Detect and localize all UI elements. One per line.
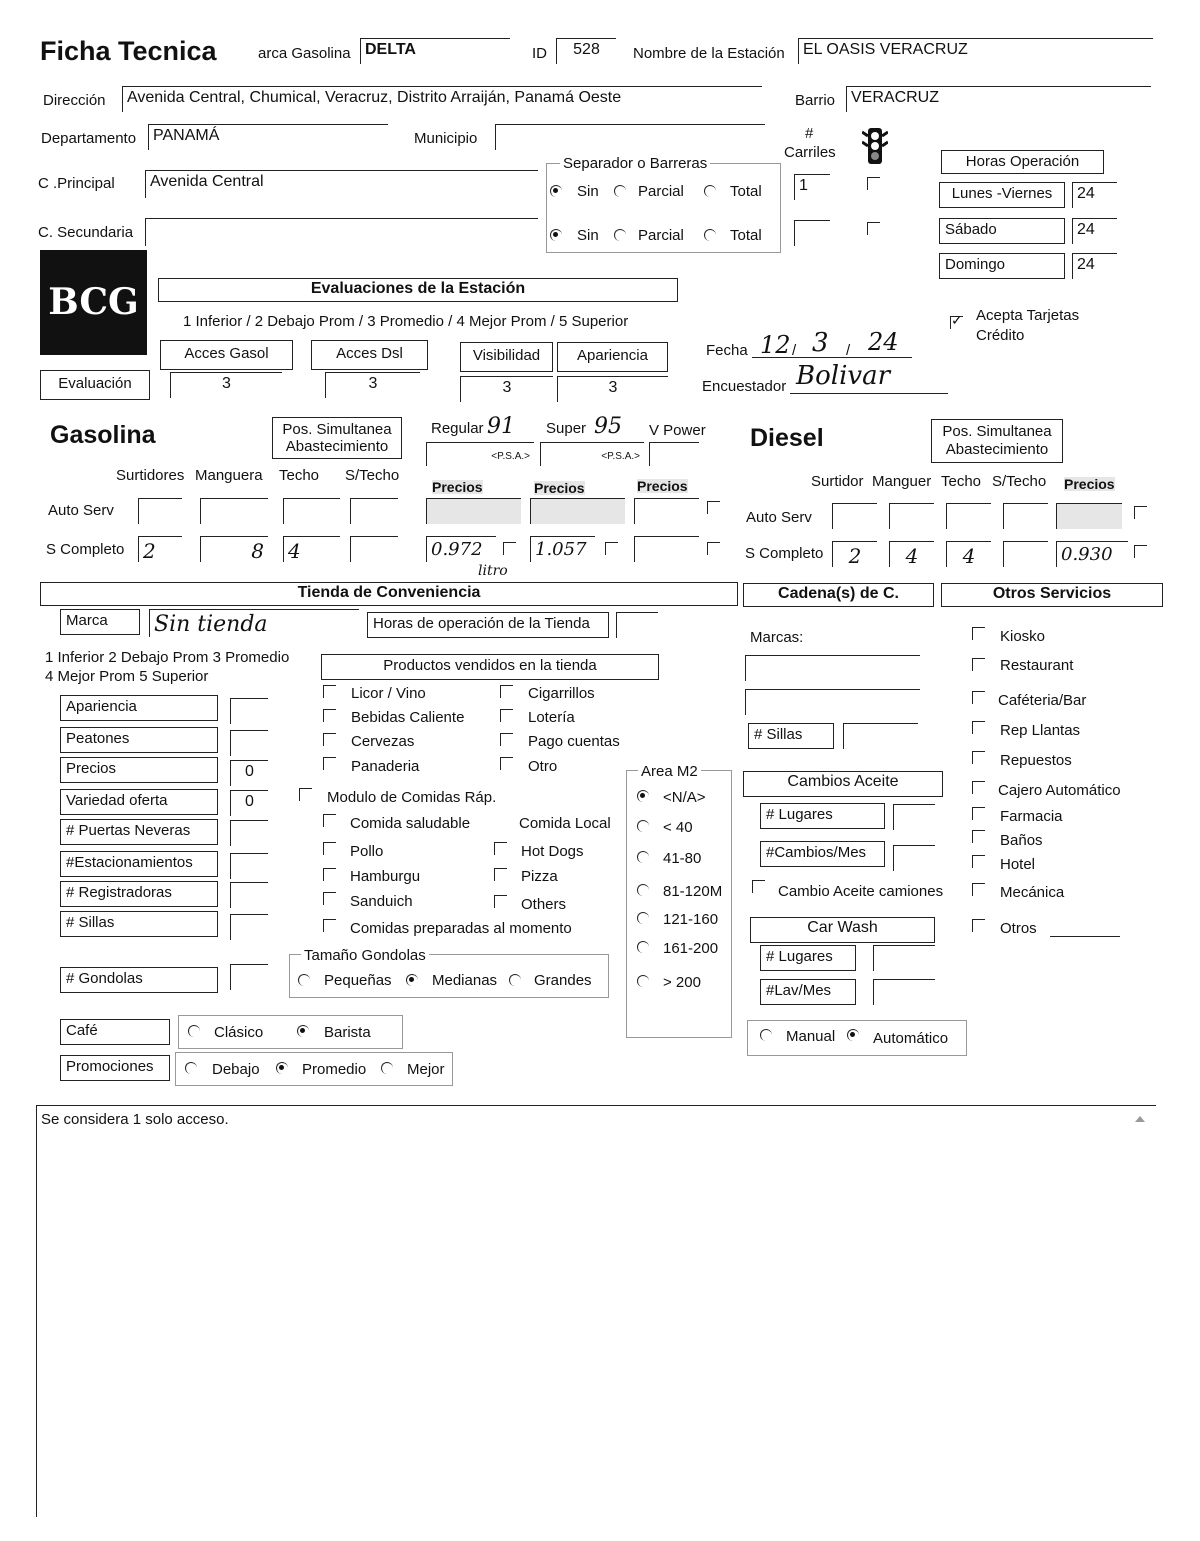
diesel-pos-text: Pos. Simultanea xyxy=(942,423,1052,440)
municipio-field[interactable] xyxy=(495,124,765,150)
direccion-field[interactable]: Avenida Central, Chumical, Veracruz, Distrito Arraiján, Panamá Oeste xyxy=(122,86,762,112)
area-radio-41-80[interactable] xyxy=(637,851,649,863)
visibilidad-label: Visibilidad xyxy=(460,342,553,372)
manual-radio[interactable] xyxy=(760,1029,772,1041)
dsl-auto-mang-field[interactable] xyxy=(889,503,934,529)
vpower-precios-header: Precios xyxy=(637,478,688,494)
dsl-sc-check[interactable] xyxy=(1134,545,1147,558)
mejor-label: Mejor xyxy=(407,1061,445,1078)
mecanica-label: Mecánica xyxy=(1000,884,1065,901)
promedio-radio[interactable] xyxy=(276,1062,288,1074)
tienda-row-puertas: # Puertas Neveras xyxy=(60,819,218,845)
dsl-sc-techo-field[interactable]: 4 xyxy=(946,541,991,567)
clasico-label: Clásico xyxy=(214,1024,264,1041)
sanduich-checkbox[interactable] xyxy=(323,892,336,905)
tienda-row-precios: Precios xyxy=(60,757,218,783)
acepta-tarjetas-label: Acepta Tarjetas xyxy=(976,307,1080,324)
pizza-label: Pizza xyxy=(521,868,558,885)
domingo-field[interactable]: 24 xyxy=(1072,253,1117,279)
tienda-apariencia-field[interactable] xyxy=(230,698,268,724)
modulo-comidas-label: Modulo de Comidas Ráp. xyxy=(327,789,497,806)
carwash-lav-field[interactable] xyxy=(873,979,935,1005)
otros-servicios-title: Otros Servicios xyxy=(941,583,1163,607)
page-title: Ficha Tecnica xyxy=(40,36,217,66)
rep-llantas-checkbox[interactable] xyxy=(972,721,985,734)
vpower-psa-field xyxy=(649,442,699,466)
mejor-radio[interactable] xyxy=(381,1062,393,1074)
sabado-label: Sábado xyxy=(939,218,1065,244)
gas-col-surtidores: Surtidores xyxy=(116,467,185,484)
banos-label: Baños xyxy=(1000,832,1043,849)
debajo-radio[interactable] xyxy=(185,1062,197,1074)
dsl-sc-surt-field[interactable]: 2 xyxy=(832,541,877,567)
fecha-anio[interactable]: 24 xyxy=(868,328,899,356)
farmacia-label: Farmacia xyxy=(1000,808,1063,825)
panaderia-checkbox[interactable] xyxy=(323,757,336,770)
hotdogs-checkbox[interactable] xyxy=(494,842,507,855)
dsl-auto-serv-label: Auto Serv xyxy=(746,509,812,526)
tienda-row-estacionamientos: #Estacionamientos xyxy=(60,851,218,877)
others-checkbox[interactable] xyxy=(494,895,507,908)
gas-sc-super-price[interactable]: 1.057 xyxy=(530,536,595,562)
super-psa-text: <P.S.A.> xyxy=(601,451,640,462)
cambios-mes-label: #Cambios/Mes xyxy=(760,841,885,867)
vpower-label: V Power xyxy=(649,422,706,439)
fecha-underline xyxy=(752,357,912,358)
pollo-label: Pollo xyxy=(350,843,384,860)
semaforo-checkbox-1[interactable] xyxy=(867,177,880,190)
hotel-label: Hotel xyxy=(1000,856,1036,873)
gas-sc-super-check[interactable] xyxy=(605,542,618,555)
encuestador-label: Encuestador xyxy=(702,378,787,395)
pago-cuentas-checkbox[interactable] xyxy=(500,733,513,746)
gondolas-title: Tamaño Gondolas xyxy=(301,948,429,963)
traffic-light-icon xyxy=(862,126,884,166)
restaurant-checkbox[interactable] xyxy=(972,658,985,671)
preparadas-label: Comidas preparadas al momento xyxy=(350,920,572,937)
acces-dsl-label: Acces Dsl xyxy=(311,340,428,370)
gas-auto-stecho-field[interactable] xyxy=(350,498,398,524)
tienda-sillas-field[interactable] xyxy=(230,914,268,940)
kiosko-label: Kiosko xyxy=(1000,628,1046,645)
otros-checkbox[interactable] xyxy=(972,919,985,932)
cafeteria-label: Caféteria/Bar xyxy=(998,692,1087,709)
cadena-marcas-label: Marcas: xyxy=(750,629,804,646)
separador-total-radio-1[interactable] xyxy=(704,185,716,197)
carriles-field-2[interactable] xyxy=(794,220,830,246)
evaluaciones-title: Evaluaciones de la Estación xyxy=(158,278,678,302)
evaluaciones-scale: 1 Inferior / 2 Debajo Prom / 3 Promedio / 4 Mejor Prom / 5 Superior xyxy=(183,313,629,330)
gas-sc-techo-field[interactable]: 4 xyxy=(283,536,340,562)
cambios-aceite-title: Cambios Aceite xyxy=(743,771,943,797)
gasolina-abast-text: Abastecimiento xyxy=(285,438,389,455)
modulo-comidas-checkbox[interactable] xyxy=(299,788,312,801)
cambios-lugares-field[interactable] xyxy=(893,804,935,830)
bebidas-label: Bebidas Caliente xyxy=(351,709,465,726)
licor-checkbox[interactable] xyxy=(323,685,336,698)
calle-principal-field[interactable]: Avenida Central xyxy=(145,170,538,198)
tienda-peatones-field[interactable] xyxy=(230,730,268,756)
scroll-up-icon[interactable] xyxy=(1135,1116,1145,1122)
diesel-pos-simultanea xyxy=(931,419,1063,463)
others-label: Others xyxy=(521,896,567,913)
mecanica-checkbox[interactable] xyxy=(972,883,985,896)
regular-octane: 91 xyxy=(487,414,515,439)
id-field[interactable]: 528 xyxy=(556,38,616,64)
eval-apariencia-field[interactable]: 3 xyxy=(557,376,668,402)
farmacia-checkbox[interactable] xyxy=(972,807,985,820)
cadena-sillas-label: # Sillas xyxy=(748,723,834,749)
tienda-row-sillas: # Sillas xyxy=(60,911,218,937)
regular-psa-field xyxy=(426,442,534,466)
tienda-row-registradoras: # Registradoras xyxy=(60,881,218,907)
gas-sc-vpower-price[interactable] xyxy=(634,536,699,562)
hotdogs-label: Hot Dogs xyxy=(521,843,584,860)
gas-sc-vpower-check[interactable] xyxy=(707,542,720,555)
cervezas-checkbox[interactable] xyxy=(323,733,336,746)
manual-label: Manual xyxy=(786,1028,836,1045)
area-label-121-160: 121-160 xyxy=(663,911,719,928)
litro-note: litro xyxy=(478,563,508,579)
super-precios-header: Precios xyxy=(534,480,585,496)
tienda-variedad-field[interactable]: 0 xyxy=(230,790,268,816)
carriles-label: Carriles xyxy=(784,144,836,161)
pequenas-radio[interactable] xyxy=(298,974,310,986)
carwash-lav-label: #Lav/Mes xyxy=(760,979,856,1005)
acepta-tarjetas-checkbox[interactable] xyxy=(950,316,963,329)
camiones-label: Cambio Aceite camiones xyxy=(778,883,944,900)
dsl-auto-check[interactable] xyxy=(1134,506,1147,519)
gas-auto-mang-field[interactable] xyxy=(200,498,268,524)
medianas-radio[interactable] xyxy=(406,974,418,986)
gasolina-title: Gasolina xyxy=(50,421,156,449)
gas-sc-stecho-field[interactable] xyxy=(350,536,398,562)
loteria-label: Lotería xyxy=(528,709,575,726)
tienda-registradoras-field[interactable] xyxy=(230,882,268,908)
lunes-viernes-label: Lunes -Viernes xyxy=(939,182,1065,208)
bcg-logo: BCG xyxy=(40,250,147,355)
productos-title: Productos vendidos en la tienda xyxy=(321,654,659,680)
gas-auto-regular-price[interactable] xyxy=(426,498,521,524)
gas-col-techo: Techo xyxy=(279,467,320,484)
separador-total-radio-2[interactable] xyxy=(704,229,716,241)
semaforo-checkbox-2[interactable] xyxy=(867,222,880,235)
super-octane: 95 xyxy=(594,414,622,439)
rep-llantas-label: Rep Llantas xyxy=(1000,722,1081,739)
saludable-label: Comida saludable xyxy=(350,815,471,832)
hamburgu-label: Hamburgu xyxy=(350,868,421,885)
carriles-field-1[interactable]: 1 xyxy=(794,174,830,200)
kiosko-checkbox[interactable] xyxy=(972,627,985,640)
automatico-label: Automático xyxy=(873,1030,949,1047)
tienda-row-peatones: Peatones xyxy=(60,727,218,753)
licor-label: Licor / Vino xyxy=(351,685,426,702)
grandes-radio[interactable] xyxy=(509,974,521,986)
encuestador-value[interactable]: Bolivar xyxy=(796,361,891,391)
super-psa-field xyxy=(540,442,644,466)
dsl-sc-mang-field[interactable]: 4 xyxy=(889,541,934,567)
area-radio-lt40[interactable] xyxy=(637,820,649,832)
comentarios-text: Se considera 1 solo acceso. xyxy=(41,1111,229,1128)
gas-col-stecho: S/Techo xyxy=(345,467,400,484)
tienda-row-apariencia: Apariencia xyxy=(60,695,218,721)
otros-label: Otros xyxy=(1000,920,1037,937)
panaderia-label: Panaderia xyxy=(351,758,420,775)
barrio-label: Barrio xyxy=(795,92,836,109)
lunes-viernes-field[interactable]: 24 xyxy=(1072,182,1117,208)
tienda-horas-field[interactable] xyxy=(616,612,658,638)
preparadas-checkbox[interactable] xyxy=(323,919,336,932)
tienda-row-gondolas: # Gondolas xyxy=(60,967,218,993)
barrio-field[interactable]: VERACRUZ xyxy=(846,86,1151,112)
cadena-marca-field-2[interactable] xyxy=(745,689,920,715)
regular-precios-header: Precios xyxy=(432,479,483,495)
eval-visibilidad-field[interactable]: 3 xyxy=(460,376,553,402)
eval-acces-dsl-field[interactable]: 3 xyxy=(325,372,420,398)
carwash-title: Car Wash xyxy=(750,917,935,943)
cambios-lugares-label: # Lugares xyxy=(760,803,885,829)
super-label: Super xyxy=(546,420,587,437)
area-radio-gt200[interactable] xyxy=(637,975,649,987)
departamento-field[interactable]: PANAMÁ xyxy=(148,124,388,150)
restaurant-label: Restaurant xyxy=(1000,657,1074,674)
dsl-auto-price[interactable] xyxy=(1056,503,1122,529)
area-radio-na[interactable] xyxy=(637,790,649,802)
separador-title: Separador o Barreras xyxy=(560,156,710,171)
saludable-checkbox[interactable] xyxy=(323,814,336,827)
gas-sc-regular-price[interactable]: 0.972 xyxy=(426,536,496,562)
gas-auto-serv-label: Auto Serv xyxy=(48,502,114,519)
id-label: ID xyxy=(532,45,547,62)
comida-local-label: Comida Local xyxy=(519,815,611,832)
gas-col-manguera: Manguera xyxy=(195,467,263,484)
departamento-label: Departamento xyxy=(41,130,137,147)
cadena-marca-field-1[interactable] xyxy=(745,655,920,681)
repuestos-checkbox[interactable] xyxy=(972,751,985,764)
separador-sin-label-1: Sin xyxy=(577,183,599,200)
carwash-lugares-label: # Lugares xyxy=(760,945,856,971)
area-label-81-120: 81-120M xyxy=(663,883,723,900)
dsl-col-precios: Precios xyxy=(1064,476,1115,492)
promociones-label: Promociones xyxy=(60,1055,170,1081)
horas-operacion-title: Horas Operación xyxy=(941,150,1104,174)
otro-label: Otro xyxy=(528,758,558,775)
fecha-mes[interactable]: 3 xyxy=(812,328,829,358)
dsl-s-completo-label: S Completo xyxy=(745,545,824,562)
gas-sc-regular-check[interactable] xyxy=(503,542,516,555)
cervezas-label: Cervezas xyxy=(351,733,415,750)
regular-label: Regular xyxy=(431,420,484,437)
area-label-41-80: 41-80 xyxy=(663,850,702,867)
automatico-radio[interactable] xyxy=(847,1029,859,1041)
gas-sc-mang-field[interactable]: 8 xyxy=(200,536,268,562)
evaluacion-label: Evaluación xyxy=(40,370,150,400)
domingo-label: Domingo xyxy=(939,253,1065,279)
gas-auto-techo-field[interactable] xyxy=(283,498,340,524)
repuestos-label: Repuestos xyxy=(1000,752,1072,769)
gas-auto-super-price[interactable] xyxy=(530,498,625,524)
sabado-field[interactable]: 24 xyxy=(1072,218,1117,244)
area-label-lt40: < 40 xyxy=(663,819,693,836)
dsl-col-techo: Techo xyxy=(941,473,982,490)
camiones-checkbox[interactable] xyxy=(752,880,765,893)
regular-psa-text: <P.S.A.> xyxy=(491,451,530,462)
area-label-161-200: 161-200 xyxy=(663,940,719,957)
gas-auto-vpower-price[interactable] xyxy=(634,498,699,524)
separador-sin-radio-1[interactable] xyxy=(550,185,562,197)
marca-gasolina-label: arca Gasolina xyxy=(258,45,351,62)
comentarios-box[interactable] xyxy=(36,1105,1156,1517)
tienda-marca-label: Marca xyxy=(60,609,140,635)
debajo-label: Debajo xyxy=(212,1061,260,1078)
diesel-title: Diesel xyxy=(750,424,824,452)
dsl-sc-stecho-field[interactable] xyxy=(1003,541,1048,567)
calle-principal-label: C .Principal xyxy=(38,175,115,192)
eval-acces-gasol-field[interactable]: 3 xyxy=(170,372,282,398)
encuestador-underline xyxy=(790,393,948,394)
grandes-label: Grandes xyxy=(534,972,592,989)
cambios-mes-field[interactable] xyxy=(893,845,935,871)
cajero-checkbox[interactable] xyxy=(972,781,985,794)
area-label-na: <N/A> xyxy=(663,789,706,806)
apariencia-label: Apariencia xyxy=(557,342,668,372)
dsl-auto-techo-field[interactable] xyxy=(946,503,991,529)
diesel-abast-text: Abastecimiento xyxy=(945,441,1049,458)
gas-auto-vpower-check[interactable] xyxy=(707,501,720,514)
cigarrillos-checkbox[interactable] xyxy=(500,685,513,698)
hotel-checkbox[interactable] xyxy=(972,855,985,868)
separador-parcial-radio-2[interactable] xyxy=(614,229,626,241)
dsl-col-surtidor: Surtidor xyxy=(811,473,864,490)
acces-gasol-label: Acces Gasol xyxy=(160,340,293,370)
area-radio-121-160[interactable] xyxy=(637,912,649,924)
fecha-label: Fecha xyxy=(706,342,748,359)
dsl-col-stecho: S/Techo xyxy=(992,473,1047,490)
tienda-marca-field[interactable]: Sin tienda xyxy=(149,609,359,637)
gas-sc-surt-field[interactable]: 2 xyxy=(138,536,182,562)
tienda-gondolas-field[interactable] xyxy=(230,964,268,990)
separador-sin-radio-2[interactable] xyxy=(550,229,562,241)
otro-checkbox[interactable] xyxy=(500,757,513,770)
dsl-auto-surt-field[interactable] xyxy=(832,503,877,529)
dsl-auto-stecho-field[interactable] xyxy=(1003,503,1048,529)
separador-parcial-radio-1[interactable] xyxy=(614,185,626,197)
area-group xyxy=(626,770,732,1038)
separador-parcial-label-1: Parcial xyxy=(638,183,684,200)
carwash-lugares-field[interactable] xyxy=(873,945,935,971)
fecha-dia[interactable]: 12 xyxy=(760,331,791,359)
cadena-title: Cadena(s) de C. xyxy=(743,583,934,607)
separador-total-label-1: Total xyxy=(730,183,762,200)
tienda-puertas-field[interactable] xyxy=(230,820,268,846)
area-label-gt200: > 200 xyxy=(663,974,701,991)
fecha-sep-1: / xyxy=(792,342,797,359)
pago-cuentas-label: Pago cuentas xyxy=(528,733,620,750)
hamburgu-checkbox[interactable] xyxy=(323,868,336,881)
gasolina-pos-simultanea xyxy=(272,417,402,459)
gas-s-completo-label: S Completo xyxy=(46,541,125,558)
sanduich-label: Sanduich xyxy=(350,893,413,910)
nombre-estacion-field[interactable]: EL OASIS VERACRUZ xyxy=(798,38,1153,64)
dsl-col-manguer: Manguer xyxy=(872,473,932,490)
tienda-row-variedad: Variedad oferta xyxy=(60,789,218,815)
tienda-horas-label: Horas de operación de la Tienda xyxy=(367,612,609,638)
calle-secundaria-field[interactable] xyxy=(145,218,538,246)
promedio-label: Promedio xyxy=(302,1061,367,1078)
dsl-sc-price[interactable]: 0.930 xyxy=(1056,541,1128,567)
tienda-scale-1: 1 Inferior 2 Debajo Prom 3 Promedio xyxy=(45,649,290,666)
tienda-estacionamientos-field[interactable] xyxy=(230,853,268,879)
separador-sin-label-2: Sin xyxy=(577,227,599,244)
tienda-scale-2: 4 Mejor Prom 5 Superior xyxy=(45,668,209,685)
pizza-checkbox[interactable] xyxy=(494,868,507,881)
municipio-label: Municipio xyxy=(414,130,478,147)
cajero-label: Cajero Automático xyxy=(998,782,1121,799)
barista-label: Barista xyxy=(324,1024,371,1041)
pequenas-label: Pequeñas xyxy=(324,972,392,989)
loteria-checkbox[interactable] xyxy=(500,709,513,722)
medianas-label: Medianas xyxy=(432,972,498,989)
marca-gasolina-field[interactable]: DELTA xyxy=(360,38,510,64)
acepta-credito-label: Crédito xyxy=(976,327,1025,344)
gasolina-pos-text: Pos. Simultanea xyxy=(282,421,392,438)
direccion-label: Dirección xyxy=(43,92,106,109)
tienda-precios-field[interactable]: 0 xyxy=(230,760,268,786)
separador-parcial-label-2: Parcial xyxy=(638,227,684,244)
barista-radio[interactable] xyxy=(297,1025,309,1037)
area-radio-81-120[interactable] xyxy=(637,884,649,896)
separador-total-label-2: Total xyxy=(730,227,762,244)
bebidas-checkbox[interactable] xyxy=(323,709,336,722)
carriles-hash-label: # xyxy=(805,125,814,142)
cafeteria-checkbox[interactable] xyxy=(972,691,985,704)
banos-checkbox[interactable] xyxy=(972,830,985,843)
pollo-checkbox[interactable] xyxy=(323,842,336,855)
fecha-sep-2: / xyxy=(846,342,851,359)
tienda-title: Tienda de Conveniencia xyxy=(40,582,738,606)
calle-secundaria-label: C. Secundaria xyxy=(38,224,134,241)
otros-line xyxy=(1050,936,1120,937)
gas-auto-surt-field[interactable] xyxy=(138,498,182,524)
cafe-label: Café xyxy=(60,1019,170,1045)
cigarrillos-label: Cigarrillos xyxy=(528,685,595,702)
nombre-estacion-label: Nombre de la Estación xyxy=(633,45,785,62)
cadena-sillas-field[interactable] xyxy=(843,723,918,749)
area-radio-161-200[interactable] xyxy=(637,941,649,953)
area-title: Area M2 xyxy=(638,764,701,779)
clasico-radio[interactable] xyxy=(188,1025,200,1037)
